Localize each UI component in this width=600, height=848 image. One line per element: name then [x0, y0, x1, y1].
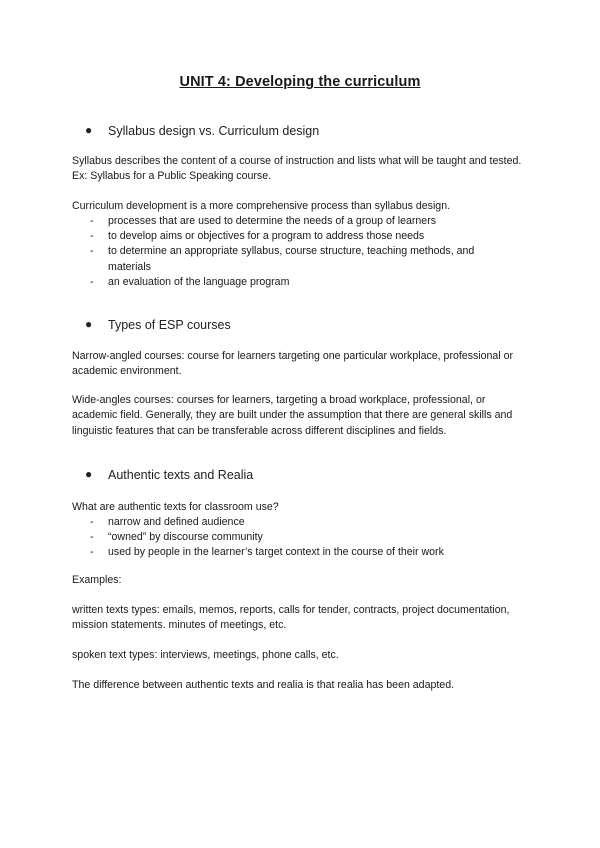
bullet-icon: ●	[85, 123, 93, 137]
paragraph-spoken-texts: spoken text types: interviews, meetings, phone calls, etc.	[72, 649, 339, 661]
list-item: - used by people in the learner’s target context in the course of their work	[90, 545, 510, 560]
list-item: - an evaluation of the language program	[90, 275, 510, 290]
section-heading-text: Syllabus design vs. Curriculum design	[108, 124, 320, 138]
dash-icon: -	[90, 245, 94, 258]
curriculum-process-list	[90, 214, 510, 290]
paragraph-difference: The difference between authentic texts and realia is that realia has been adapted.	[72, 679, 455, 691]
bullet-icon: ●	[85, 317, 93, 331]
paragraph-narrow-angled: Narrow-angled courses: course for learners targeting one particular workplace, professional or academic environment.	[72, 350, 514, 378]
paragraph-curriculum-development: Curriculum development is a more comprehensive process than syllabus design.	[72, 200, 451, 212]
paragraph-written-texts: written texts types: emails, memos, reports, calls for tender, contracts, project documentation, mission statements. minutes of meetings, etc.	[72, 604, 510, 632]
list-item: - processes that are used to determine the needs of a group of learners	[90, 214, 510, 229]
section-heading-text: Authentic texts and Realia	[108, 468, 254, 482]
authentic-texts-list	[90, 515, 510, 561]
list-item: - narrow and defined audience	[90, 515, 510, 530]
list-item: - to determine an appropriate syllabus, course structure, teaching methods, and materials	[90, 245, 475, 273]
dash-icon: -	[90, 215, 94, 227]
paragraph-authentic-question: What are authentic texts for classroom use?	[72, 501, 279, 513]
page-title: UNIT 4: Developing the curriculum	[179, 74, 421, 90]
dash-icon: -	[90, 546, 94, 559]
dash-icon: -	[90, 230, 94, 243]
dash-icon: -	[90, 275, 94, 288]
dash-icon: -	[90, 531, 94, 544]
list-item: - “owned” by discourse community	[90, 530, 510, 545]
paragraph-examples-label: Examples:	[72, 574, 122, 586]
paragraph-wide-angled: Wide-angles courses: courses for learners, targeting a broad workplace, professional, or academic field. Generally, they are built under the assumption that there are general skills and linguistic features that can be transferable across different disciplines and fields.	[72, 394, 513, 437]
paragraph-syllabus-definition: Syllabus describes the content of a course of instruction and lists what will be taught and tested. Ex: Syllabus for a Public Speaking course.	[72, 155, 522, 183]
dash-icon: -	[90, 516, 94, 528]
list-item: - to develop aims or objectives for a program to address those needs	[90, 229, 510, 244]
bullet-icon: ●	[85, 467, 93, 481]
section-heading-text: Types of ESP courses	[108, 318, 231, 332]
